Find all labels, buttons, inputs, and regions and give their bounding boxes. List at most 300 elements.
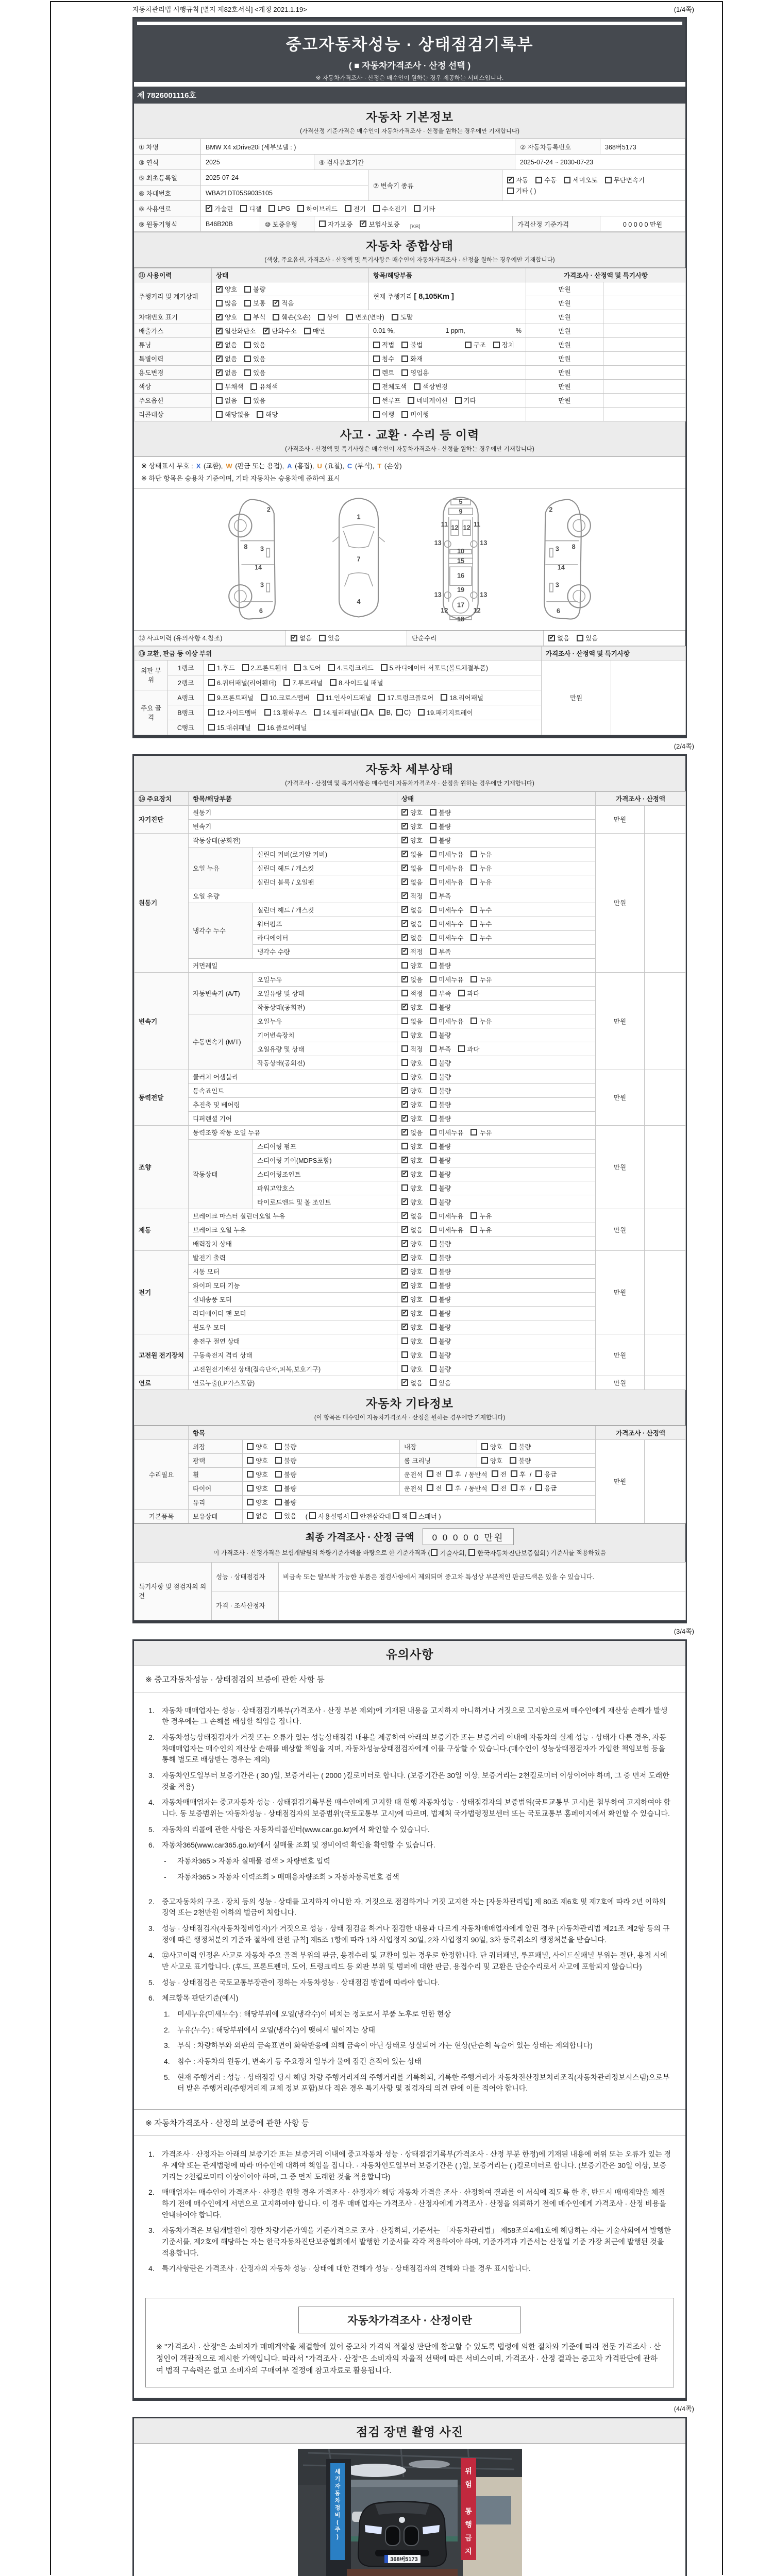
checkbox-option[interactable] <box>430 863 463 873</box>
checkbox[interactable] <box>401 1184 408 1191</box>
checkbox[interactable] <box>430 906 436 913</box>
checkbox-option[interactable] <box>401 822 423 831</box>
checkbox[interactable] <box>244 286 251 293</box>
checkbox-option[interactable] <box>470 1128 492 1137</box>
checkbox[interactable] <box>273 314 279 320</box>
checkbox[interactable]: ✔ <box>549 634 554 641</box>
checkbox-option[interactable] <box>430 1100 451 1109</box>
checkbox[interactable]: ✔ <box>402 920 408 927</box>
checkbox-option[interactable] <box>208 723 251 732</box>
checkbox-option[interactable] <box>216 396 237 405</box>
checkbox[interactable] <box>401 411 408 418</box>
checkbox-option[interactable] <box>381 663 488 672</box>
checkbox[interactable]: ✔ <box>402 1379 408 1386</box>
checkbox-option[interactable] <box>430 836 451 845</box>
checkbox-option[interactable] <box>430 1281 451 1290</box>
checkbox[interactable] <box>393 1512 399 1519</box>
checkbox-option[interactable] <box>401 1183 423 1193</box>
checkbox-option[interactable] <box>401 1128 423 1137</box>
checkbox-option[interactable] <box>430 1170 451 1179</box>
checkbox[interactable]: ✔ <box>402 1087 408 1094</box>
checkbox[interactable]: ✔ <box>402 1115 408 1122</box>
checkbox-option[interactable] <box>470 933 492 942</box>
checkbox-option[interactable] <box>294 663 321 672</box>
checkbox-option[interactable] <box>492 1469 507 1479</box>
checkbox[interactable] <box>493 342 500 348</box>
checkbox[interactable] <box>373 355 380 362</box>
checkbox-option[interactable] <box>430 877 463 887</box>
checkbox[interactable] <box>418 709 425 716</box>
checkbox[interactable]: ✔ <box>402 1226 408 1233</box>
checkbox[interactable] <box>430 920 436 927</box>
checkbox-option[interactable] <box>481 1456 502 1465</box>
checkbox-option[interactable] <box>401 1156 423 1165</box>
checkbox-option[interactable] <box>244 298 265 308</box>
checkbox-option[interactable] <box>430 975 463 984</box>
checkbox[interactable] <box>410 1512 416 1519</box>
checkbox[interactable] <box>430 962 436 969</box>
checkbox-option[interactable] <box>317 693 372 702</box>
checkbox-option[interactable] <box>401 1100 423 1109</box>
checkbox-option[interactable] <box>275 1442 296 1451</box>
checkbox[interactable]: ✔ <box>402 878 408 885</box>
checkbox[interactable]: ✔ <box>402 1240 408 1247</box>
checkbox-option[interactable] <box>373 340 394 349</box>
checkbox-option[interactable] <box>401 368 429 377</box>
checkbox-option[interactable] <box>208 663 235 672</box>
checkbox[interactable] <box>401 342 408 348</box>
checkbox-option[interactable] <box>430 919 463 928</box>
checkbox[interactable] <box>244 369 251 376</box>
checkbox[interactable]: ✔ <box>402 892 408 899</box>
checkbox-option[interactable] <box>401 919 423 928</box>
checkbox-option[interactable] <box>470 877 492 887</box>
checkbox[interactable] <box>401 1365 408 1372</box>
checkbox-option[interactable] <box>446 1483 461 1493</box>
checkbox[interactable] <box>242 664 249 671</box>
checkbox[interactable] <box>470 1212 477 1219</box>
checkbox[interactable] <box>470 851 477 857</box>
checkbox-option[interactable] <box>401 975 423 984</box>
checkbox[interactable] <box>430 837 436 843</box>
checkbox-option[interactable] <box>465 340 486 349</box>
checkbox-option[interactable] <box>401 1058 423 1067</box>
checkbox-option[interactable] <box>427 1483 442 1493</box>
checkbox[interactable]: ✔ <box>402 1254 408 1261</box>
checkbox-option[interactable] <box>430 1156 451 1165</box>
checkbox-option[interactable] <box>275 1456 296 1465</box>
checkbox[interactable] <box>373 342 380 348</box>
checkbox[interactable] <box>244 355 251 362</box>
checkbox[interactable] <box>441 694 447 701</box>
checkbox[interactable]: ✔ <box>217 369 222 376</box>
checkbox[interactable] <box>361 709 367 716</box>
checkbox[interactable] <box>535 1484 542 1491</box>
checkbox[interactable] <box>294 664 301 671</box>
checkbox[interactable] <box>430 990 436 996</box>
checkbox-option[interactable] <box>430 1142 451 1151</box>
checkbox[interactable] <box>401 355 408 362</box>
checkbox[interactable] <box>379 709 385 716</box>
checkbox[interactable] <box>430 1171 436 1177</box>
checkbox[interactable] <box>317 694 324 701</box>
checkbox-option[interactable] <box>401 933 423 942</box>
checkbox-option[interactable] <box>401 808 423 817</box>
checkbox-option[interactable] <box>470 1225 492 1234</box>
checkbox[interactable] <box>351 1512 358 1519</box>
checkbox-option[interactable] <box>507 175 528 184</box>
checkbox[interactable] <box>470 878 477 885</box>
checkbox-option[interactable] <box>470 975 492 984</box>
checkbox-option[interactable] <box>430 1044 451 1054</box>
checkbox[interactable] <box>511 1470 517 1477</box>
checkbox-option[interactable] <box>319 633 340 642</box>
checkbox-option[interactable] <box>373 396 400 405</box>
checkbox[interactable] <box>470 976 477 982</box>
checkbox[interactable] <box>283 679 290 686</box>
checkbox[interactable] <box>427 1484 433 1491</box>
checkbox-option[interactable] <box>470 1016 492 1026</box>
checkbox-option[interactable] <box>430 1309 451 1318</box>
checkbox-option[interactable] <box>430 1072 451 1081</box>
checkbox-option[interactable] <box>418 708 473 717</box>
checkbox-option[interactable] <box>318 312 339 321</box>
checkbox-option[interactable] <box>247 1456 268 1465</box>
checkbox[interactable] <box>430 1240 436 1247</box>
checkbox-option[interactable] <box>511 1469 526 1479</box>
checkbox[interactable] <box>470 934 477 941</box>
checkbox-option[interactable] <box>430 891 451 901</box>
checkbox[interactable] <box>492 1484 498 1491</box>
checkbox[interactable] <box>345 205 351 212</box>
checkbox[interactable] <box>319 635 326 641</box>
checkbox[interactable] <box>492 1470 498 1477</box>
checkbox[interactable] <box>465 342 472 348</box>
checkbox-option[interactable] <box>430 808 451 817</box>
checkbox-option[interactable] <box>401 1211 423 1221</box>
checkbox-option[interactable] <box>258 723 307 732</box>
checkbox[interactable] <box>430 878 436 885</box>
checkbox[interactable] <box>401 962 408 969</box>
checkbox[interactable]: ✔ <box>264 327 269 334</box>
checkbox-option[interactable] <box>250 382 278 391</box>
checkbox-option[interactable] <box>430 1350 451 1360</box>
checkbox[interactable] <box>244 314 251 320</box>
checkbox[interactable] <box>470 865 477 871</box>
checkbox[interactable] <box>430 1310 436 1316</box>
checkbox-option[interactable] <box>401 1364 423 1374</box>
checkbox-option[interactable] <box>401 1309 423 1318</box>
checkbox[interactable] <box>401 1351 408 1358</box>
checkbox-option[interactable] <box>507 186 536 195</box>
checkbox-option[interactable] <box>314 708 411 717</box>
checkbox[interactable] <box>330 679 337 686</box>
checkbox[interactable] <box>304 328 311 334</box>
checkbox-option[interactable] <box>401 1142 423 1151</box>
checkbox-option[interactable] <box>275 1511 296 1520</box>
checkbox-option[interactable] <box>378 693 433 702</box>
checkbox-option[interactable] <box>470 1211 492 1221</box>
checkbox[interactable]: ✔ <box>402 1310 408 1316</box>
checkbox-option[interactable] <box>247 1442 268 1451</box>
checkbox-option[interactable] <box>273 312 311 321</box>
checkbox-option[interactable] <box>261 693 310 702</box>
checkbox[interactable] <box>261 694 267 701</box>
checkbox-option[interactable] <box>346 312 384 321</box>
checkbox-option[interactable] <box>216 312 237 321</box>
checkbox[interactable] <box>373 369 380 376</box>
checkbox-option[interactable] <box>401 1253 423 1262</box>
checkbox-option[interactable] <box>244 368 265 377</box>
checkbox[interactable]: ✔ <box>217 341 222 348</box>
checkbox-option[interactable] <box>468 1548 546 1557</box>
checkbox-option[interactable] <box>275 1470 296 1479</box>
checkbox-option[interactable] <box>427 1469 442 1479</box>
checkbox[interactable] <box>430 1212 436 1219</box>
checkbox-option[interactable] <box>470 850 492 859</box>
checkbox-option[interactable] <box>330 678 383 687</box>
checkbox-option[interactable] <box>208 693 254 702</box>
checkbox-option[interactable] <box>401 1086 423 1095</box>
checkbox[interactable] <box>427 1470 433 1477</box>
checkbox-option[interactable] <box>401 905 423 914</box>
checkbox[interactable] <box>430 1282 436 1289</box>
checkbox[interactable]: ✔ <box>402 1268 408 1275</box>
checkbox-option[interactable] <box>401 1350 423 1360</box>
checkbox-option[interactable] <box>430 1128 463 1137</box>
checkbox[interactable] <box>535 1470 542 1477</box>
checkbox[interactable] <box>430 1226 436 1233</box>
checkbox-option[interactable] <box>431 1548 466 1557</box>
checkbox-option[interactable] <box>216 340 237 349</box>
checkbox[interactable] <box>216 411 223 418</box>
checkbox-option[interactable] <box>510 1456 531 1465</box>
checkbox-option[interactable] <box>470 919 492 928</box>
checkbox-option[interactable] <box>430 961 451 970</box>
checkbox-option[interactable] <box>414 204 435 213</box>
checkbox-option[interactable] <box>493 340 514 349</box>
checkbox-option[interactable] <box>401 850 423 859</box>
checkbox[interactable] <box>247 1499 254 1505</box>
checkbox-option[interactable] <box>216 382 243 391</box>
checkbox[interactable] <box>319 221 326 227</box>
checkbox[interactable] <box>577 635 583 641</box>
checkbox[interactable]: ✔ <box>217 285 222 292</box>
checkbox[interactable] <box>373 383 380 390</box>
checkbox-option[interactable] <box>605 175 645 184</box>
checkbox-option[interactable] <box>446 1469 461 1479</box>
checkbox[interactable] <box>208 724 215 731</box>
checkbox[interactable] <box>346 314 353 320</box>
checkbox-option[interactable] <box>430 850 463 859</box>
checkbox[interactable] <box>250 383 257 390</box>
checkbox[interactable]: ✔ <box>402 1129 408 1136</box>
checkbox[interactable] <box>414 383 421 390</box>
checkbox[interactable] <box>275 1499 282 1505</box>
checkbox-option[interactable] <box>430 822 451 831</box>
checkbox-option[interactable] <box>430 1336 451 1346</box>
checkbox[interactable] <box>430 865 436 871</box>
checkbox[interactable] <box>208 679 215 686</box>
checkbox-option[interactable] <box>275 1484 296 1493</box>
checkbox[interactable] <box>446 1484 452 1491</box>
checkbox-option[interactable] <box>535 175 557 184</box>
checkbox[interactable] <box>208 664 215 671</box>
checkbox[interactable] <box>430 1031 436 1038</box>
checkbox-option[interactable] <box>401 354 423 363</box>
checkbox-option[interactable] <box>244 354 265 363</box>
checkbox-option[interactable] <box>401 1170 423 1179</box>
checkbox-option[interactable] <box>257 410 278 419</box>
checkbox-option[interactable] <box>430 1183 451 1193</box>
checkbox[interactable] <box>275 1512 282 1519</box>
checkbox[interactable] <box>244 300 251 307</box>
checkbox[interactable] <box>430 1004 436 1010</box>
checkbox[interactable] <box>470 920 477 927</box>
checkbox[interactable] <box>244 397 251 404</box>
checkbox[interactable] <box>275 1485 282 1492</box>
checkbox-option[interactable] <box>206 204 233 213</box>
checkbox[interactable] <box>247 1443 254 1450</box>
checkbox[interactable]: ✔ <box>508 176 513 183</box>
checkbox-option[interactable] <box>430 1016 463 1026</box>
checkbox[interactable]: ✔ <box>361 221 366 227</box>
checkbox[interactable] <box>373 205 380 212</box>
checkbox-option[interactable] <box>401 1016 423 1026</box>
checkbox-option[interactable] <box>430 905 463 914</box>
checkbox-option[interactable] <box>430 1114 451 1123</box>
checkbox-option[interactable] <box>216 298 237 308</box>
checkbox-option[interactable] <box>430 1058 451 1067</box>
checkbox-option[interactable] <box>401 961 423 970</box>
checkbox-option[interactable] <box>268 205 290 212</box>
checkbox[interactable] <box>275 1457 282 1464</box>
checkbox-option[interactable] <box>511 1483 526 1493</box>
checkbox[interactable] <box>401 1018 408 1024</box>
checkbox[interactable] <box>430 1198 436 1205</box>
checkbox[interactable] <box>481 1443 488 1450</box>
checkbox[interactable] <box>458 990 465 996</box>
checkbox[interactable] <box>430 1129 436 1136</box>
checkbox-option[interactable] <box>535 1483 557 1493</box>
checkbox-option[interactable] <box>470 863 492 873</box>
checkbox-option[interactable] <box>401 836 423 845</box>
checkbox[interactable] <box>373 411 380 418</box>
checkbox-option[interactable] <box>401 1114 423 1123</box>
checkbox-option[interactable] <box>208 678 276 687</box>
checkbox-option[interactable] <box>430 1030 451 1040</box>
checkbox[interactable] <box>401 1143 408 1149</box>
checkbox[interactable] <box>430 948 436 955</box>
checkbox[interactable] <box>564 177 570 183</box>
checkbox[interactable] <box>431 1549 438 1556</box>
checkbox-option[interactable] <box>373 410 394 419</box>
checkbox-option[interactable] <box>430 1211 463 1221</box>
checkbox-option[interactable] <box>401 989 423 998</box>
checkbox-option[interactable] <box>247 1511 268 1520</box>
checkbox[interactable] <box>247 1471 254 1478</box>
checkbox-option[interactable] <box>564 175 597 184</box>
checkbox[interactable] <box>208 694 215 701</box>
checkbox-option[interactable] <box>430 1086 451 1095</box>
checkbox[interactable] <box>264 709 271 716</box>
checkbox-option[interactable] <box>510 1442 531 1451</box>
checkbox-option[interactable] <box>216 368 237 377</box>
checkbox[interactable] <box>216 383 223 390</box>
checkbox[interactable] <box>247 1512 254 1519</box>
checkbox-option[interactable] <box>264 708 307 717</box>
checkbox[interactable] <box>430 1143 436 1149</box>
checkbox[interactable] <box>244 342 251 348</box>
checkbox[interactable] <box>430 1157 436 1163</box>
checkbox[interactable] <box>430 1365 436 1372</box>
checkbox[interactable] <box>381 664 388 671</box>
checkbox[interactable] <box>430 1254 436 1261</box>
checkbox-option[interactable] <box>401 891 423 901</box>
checkbox[interactable]: ✔ <box>274 299 279 306</box>
checkbox-option[interactable] <box>373 204 407 213</box>
checkbox[interactable]: ✔ <box>402 948 408 955</box>
checkbox-option[interactable] <box>373 354 394 363</box>
checkbox[interactable]: ✔ <box>402 1198 408 1205</box>
checkbox-option[interactable] <box>470 905 492 914</box>
checkbox-option[interactable] <box>283 678 323 687</box>
checkbox[interactable] <box>430 823 436 829</box>
checkbox[interactable] <box>392 314 398 320</box>
checkbox[interactable] <box>216 397 223 404</box>
checkbox-option[interactable] <box>430 1225 463 1234</box>
checkbox[interactable] <box>605 177 612 183</box>
checkbox[interactable] <box>408 397 414 404</box>
checkbox-option[interactable] <box>401 1030 423 1040</box>
checkbox-option[interactable] <box>304 326 325 335</box>
checkbox-option[interactable] <box>216 284 237 294</box>
checkbox[interactable]: ✔ <box>402 1157 408 1163</box>
checkbox[interactable] <box>258 724 265 731</box>
checkbox[interactable] <box>468 1549 475 1556</box>
checkbox-option[interactable] <box>401 410 429 419</box>
checkbox-option[interactable] <box>275 1498 296 1507</box>
checkbox[interactable] <box>318 314 325 320</box>
checkbox[interactable] <box>247 1457 254 1464</box>
checkbox[interactable] <box>430 1018 436 1024</box>
checkbox[interactable] <box>470 1129 477 1136</box>
checkbox[interactable]: ✔ <box>402 837 408 843</box>
checkbox[interactable] <box>297 205 304 212</box>
checkbox[interactable] <box>446 1470 452 1477</box>
checkbox[interactable] <box>401 369 408 376</box>
checkbox-option[interactable] <box>244 284 265 294</box>
checkbox-option[interactable] <box>401 863 423 873</box>
checkbox[interactable] <box>430 1351 436 1358</box>
checkbox-option[interactable] <box>242 663 288 672</box>
checkbox-option[interactable] <box>244 340 265 349</box>
checkbox[interactable]: ✔ <box>207 205 212 211</box>
checkbox-option[interactable] <box>458 989 479 998</box>
checkbox[interactable] <box>430 1268 436 1275</box>
checkbox[interactable]: ✔ <box>402 1324 408 1330</box>
checkbox-option[interactable] <box>392 312 413 321</box>
checkbox[interactable] <box>430 1337 436 1344</box>
checkbox-option[interactable] <box>401 1239 423 1248</box>
checkbox-option[interactable] <box>577 633 598 642</box>
checkbox[interactable] <box>401 990 408 996</box>
checkbox-option[interactable] <box>430 1239 451 1248</box>
checkbox-option[interactable] <box>430 1378 451 1387</box>
checkbox-option[interactable] <box>208 708 257 717</box>
checkbox-option[interactable] <box>492 1483 507 1493</box>
checkbox-option[interactable] <box>430 1253 451 1262</box>
